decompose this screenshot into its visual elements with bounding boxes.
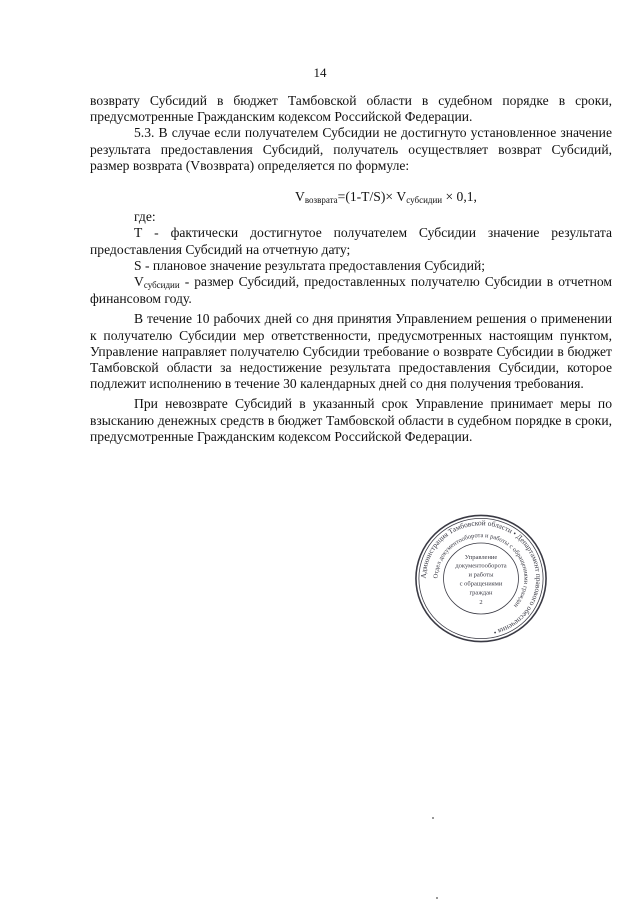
definition-v [90, 274, 612, 307]
scan-speck [436, 897, 438, 899]
svg-text:с обращениями: с обращениями [459, 580, 503, 588]
document-body [90, 93, 612, 445]
definition-v-text: - размер Субсидий, предоставленных получателю Субсидии в отчетном финансовом году. [90, 274, 612, 307]
paragraph-5-3: 5.3. В случае если получателем Субсидии не достигнуто установленное значение результата предоставления Субсидий, получатель осуществляет возврат Субсидий, размер возврата (Vвозврата) определяется по формуле: [90, 125, 612, 173]
formula-v-subscript: возврата [304, 195, 338, 206]
definition-t: Т - фактически достигнутое получателем Субсидии значение результата предоставления Субсидий на отчетную дату; [90, 225, 612, 257]
page-number: 14 [313, 65, 327, 80]
scan-speck [432, 817, 434, 819]
svg-text:Администрация Тамбовской облас: Администрация Тамбовской области • Департамент правового обеспечения • [418, 518, 544, 638]
paragraph-non-return: При невозврате Субсидий в указанный срок Управление принимает меры по взысканию денежных средств в бюджет Тамбовской области в судебном порядке в сроки, предусмотренные Гражданским кодексом Российской Федерации. [90, 396, 612, 444]
svg-text:документооборота: документооборота [455, 562, 507, 570]
svg-text:2: 2 [479, 599, 483, 607]
svg-text:граждан: граждан [469, 589, 493, 597]
formula-middle: =(1-T/S)× V [337, 189, 407, 205]
formula-subsidy-subscript: субсидии [406, 195, 443, 206]
formula [90, 189, 612, 206]
official-stamp [412, 511, 550, 646]
svg-text:Отдел документооборота и работ: Отдел документооборота и работы с обращениями граждан [432, 532, 530, 609]
svg-text:Управление: Управление [464, 553, 498, 561]
paragraph-continuation: возврату Субсидий в бюджет Тамбовской области в судебном порядке в сроки, предусмотренные Гражданским кодексом Российской Федерации. [90, 93, 612, 125]
where-label: где: [134, 209, 156, 225]
paragraph-ten-days: В течение 10 рабочих дней со дня принятия Управлением решения о применении к получателю Субсидии мер ответственности, предусмотренных настоящим пунктом, Управление направляет получателю Субсидии требование о возврате Субсидии в бюджет Тамбовской области за недостижение результата предоставления Субсидии, которое подлежит исполнению в течение 30 календарных дней со дня получения требования. [90, 311, 612, 392]
formula-tail: × 0,1, [442, 189, 477, 205]
formula-v: V [295, 189, 305, 205]
stamp-seal-graphic [412, 511, 550, 646]
definition-s: S - плановое значение результата предоставления Субсидий; [134, 257, 486, 273]
svg-text:и работы: и работы [468, 571, 494, 579]
definition-v-symbol: V [134, 274, 144, 290]
definition-v-subscript: субсидии [143, 280, 180, 291]
